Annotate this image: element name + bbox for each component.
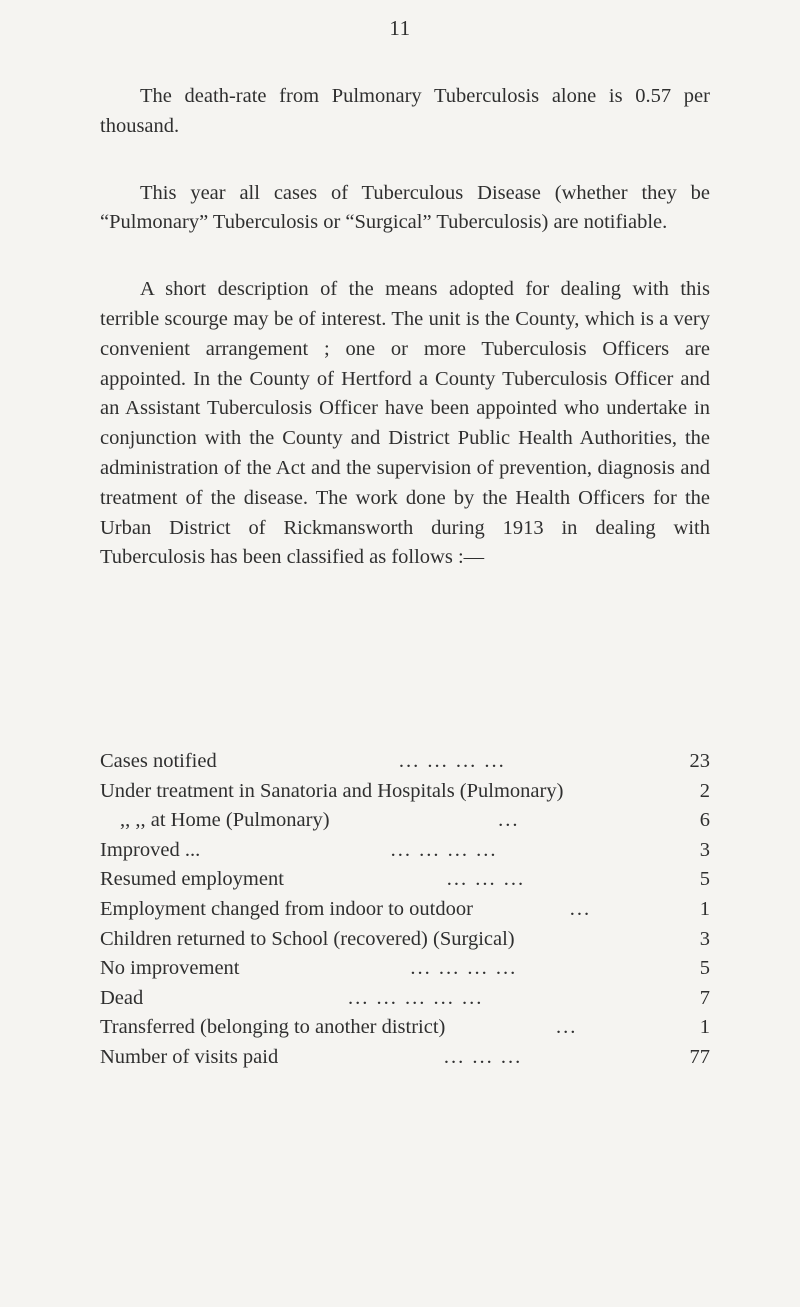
row-leader: ... ... ... ...	[410, 957, 518, 980]
row-label: Employment changed from indoor to outdoor	[100, 897, 473, 920]
paragraph-description: A short description of the means adopted for dealing with this terrible scourge may be of interest. The unit is the County, which is a very convenient arrangement ; one or more Tuberculosis Officers are appointed. In the County of Hertford a County Tuberculosis Officer and an Assistant Tuberculosis Officer have been appointed who undertake in conjunction with the County and District Public Health Authorities, the administration of the Act and the supervision of prevention, diagnosis and treatment of the disease. The work done by the Health Officers for the Urban District of Rickmansworth during 1913 in dealing with Tuberculosis has been classified as follows :—	[100, 278, 710, 569]
table-row	[100, 928, 710, 958]
row-value: 1	[699, 897, 710, 920]
row-leader: ...	[556, 1016, 578, 1039]
row-label: Number of visits paid	[100, 1045, 279, 1068]
row-leader: ... ... ...	[446, 868, 526, 891]
row-label: Resumed employment	[100, 868, 284, 891]
row-label: Cases notified	[100, 750, 217, 772]
table-row	[100, 839, 710, 869]
row-label: Under treatment in Sanatoria and Hospitals (Pulmonary)	[100, 779, 564, 802]
row-label: Improved ...	[100, 838, 201, 861]
table-row	[100, 1016, 710, 1046]
paragraph-death-rate: The death-rate from Pulmonary Tuberculosis alone is 0.57 per thousand.	[100, 85, 710, 137]
row-value: 6	[699, 809, 710, 832]
row-leader: ...	[569, 897, 592, 920]
table-row	[100, 898, 710, 928]
row-value: 1	[699, 1016, 710, 1039]
row-leader: ... ... ... ...	[390, 838, 498, 861]
row-value: 3	[699, 838, 710, 861]
row-value: 3	[699, 927, 710, 950]
row-value: 5	[699, 868, 710, 891]
row-label: Children returned to School (recovered) (Surgical)	[100, 927, 515, 950]
row-value: 5	[699, 957, 710, 980]
row-value: 77	[689, 1045, 710, 1068]
table-row	[100, 868, 710, 898]
row-label: Transferred (belonging to another district)	[100, 1016, 446, 1039]
row-value: 7	[699, 986, 710, 1009]
paragraph-notifiable: This year all cases of Tuberculous Disease (whether they be “Pulmonary” Tuberculosis or “Surgical” Tuberculosis) are notifiable.	[100, 181, 710, 234]
table-row	[100, 780, 710, 810]
table-row	[100, 750, 710, 780]
body-text	[100, 82, 710, 610]
table-row	[100, 809, 710, 839]
table-row	[100, 1046, 710, 1076]
table-row	[100, 957, 710, 987]
row-label: ,, ,, at Home (Pulmonary)	[120, 809, 330, 832]
tuberculosis-table	[100, 750, 710, 1076]
row-leader: ... ... ... ... ...	[347, 986, 484, 1009]
row-leader: ... ... ... ...	[398, 750, 506, 772]
row-label: No improvement	[100, 957, 240, 980]
table-row	[100, 987, 710, 1017]
row-value: 2	[699, 779, 710, 802]
row-leader: ... ... ...	[443, 1045, 523, 1068]
row-label: Dead	[100, 986, 144, 1009]
page-number: 11	[389, 16, 411, 40]
row-leader: ...	[498, 809, 520, 832]
row-value: 23	[689, 750, 710, 772]
